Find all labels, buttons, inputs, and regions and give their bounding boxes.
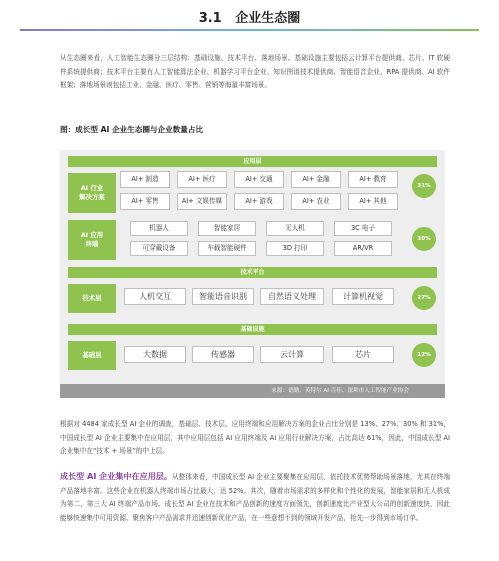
focus-paragraph: [60, 470, 450, 525]
layer-header-infrastructure: 基础设施: [68, 324, 437, 335]
cell-ai-agriculture: AI+ 农业: [291, 193, 341, 210]
cell-vehicle-hardware: 车载智能硬件: [198, 241, 256, 256]
figure-caption: 图：成长型 AI 企业生态圈与企业数量占比: [60, 125, 204, 134]
cell-big-data: 大数据: [124, 346, 186, 363]
cell-ai-gaming: AI+ 游戏: [234, 193, 284, 210]
cell-wearables: 可穿戴设备: [130, 241, 188, 256]
percent-badge-solutions: 31%: [412, 174, 436, 198]
row-label-ai-terminals: AI 应用 终端: [68, 220, 116, 260]
layer-header-application: 应用层: [68, 156, 437, 167]
cell-cloud-computing: 云计算: [260, 346, 324, 363]
source-note: 来源：德勤、英特尔 AI 百佳、深圳市人工智能产业协会: [60, 384, 445, 398]
section-number: 3.1: [198, 11, 222, 26]
stats-paragraph: 根据对 4484 家成长型 AI 企业的调查，基础层、技术层、应用终端和应用解决方案的企业占比分别是 13%、27%、30% 和 31%，中国成长型 AI 企业主要集中在应用层，其中应用层包括 AI 应用终端及 AI 应用行业解决方案，占比高达 61%，因此，中国成长型 AI 企业集中在“技术 + 场景”的中上层。: [60, 420, 450, 456]
cell-ai-finance: AI+ 金融: [291, 171, 341, 188]
percent-badge-tech: 27%: [412, 286, 436, 310]
cell-robot: 机器人: [130, 221, 188, 236]
section-name: 企业生态圈: [235, 11, 301, 26]
cells-base: [120, 346, 398, 366]
cell-ai-manufacturing: AI+ 制造: [120, 171, 170, 188]
cell-speech-recognition: 智能语音识别: [192, 288, 254, 305]
percent-badge-terminals: 30%: [412, 227, 436, 251]
cell-ar-vr: AR/VR: [334, 241, 392, 256]
cell-3d-printing: 3D 打印: [266, 241, 324, 256]
cell-smart-home: 智能家居: [198, 221, 256, 236]
row-label-base: 基础层: [68, 341, 116, 370]
cell-ai-medical: AI+ 医疗: [177, 171, 227, 188]
cell-ai-transport: AI+ 交通: [234, 171, 284, 188]
section-title: [0, 7, 499, 26]
cell-ai-media: AI+ 文娱传媒: [177, 193, 227, 210]
cells-ai-terminals: [120, 221, 398, 261]
cell-chip: 芯片: [332, 346, 394, 363]
cells-tech: [120, 288, 398, 308]
row-label-tech: 技术层: [68, 284, 116, 313]
cell-drone: 无人机: [266, 221, 324, 236]
cell-3c-electronics: 3C 电子: [334, 221, 392, 236]
intro-paragraph: 从生态圈来看，人工智能生态圈分三层结构：基础设施、技术平台、落地场景。基础设施主要包括云计算平台提供商、芯片、IT 软硬件系统提供商；技术平台主要有人工智能算法企业、机器学习平台企业、知识图谱技术提供商、智能语音企业、RPA 提供商、AI 软件框架；落地场景则包括工业、金融、医疗、零售、营销等海量丰富场景。: [60, 54, 450, 90]
cell-ai-other: AI+ 其他: [348, 193, 398, 210]
focus-text: 从整体来看，中国成长型 AI 企业主要聚集在应用层，依托技术优势帮助场景落地，尤其在终端产品落地丰富。这些企业在机器人终端市场占比最大，达 52%。其次，随着市场需求的多样化和个性化的发展，智能家居和无人机成为第二、第三大 AI 终端产品市场。成长型 AI 企业在技术和产品创新的速度方面领先，创新速度比产业型大公司的创新速度快，因此能够快速集中可用资源、聚焦客户产品需求并迅速创新优化产品，在一些意想不到的领域开发产品，抢先一步得到市场订单。: [60, 473, 450, 522]
row-label-ai-solutions: AI 行业 解决方案: [68, 173, 116, 213]
cell-sensor: 传感器: [192, 346, 254, 363]
cell-computer-vision: 计算机视觉: [332, 288, 394, 305]
focus-heading: 成长型 AI 企业集中在应用层。: [60, 472, 172, 481]
cell-nlp: 自然语义处理: [260, 288, 324, 305]
cell-hci: 人机交互: [124, 288, 186, 305]
cell-ai-education: AI+ 教育: [348, 171, 398, 188]
percent-badge-base: 12%: [412, 343, 436, 367]
layer-header-tech-platform: 技术平台: [68, 267, 437, 278]
cells-ai-solutions: [120, 171, 398, 215]
cell-ai-retail: AI+ 零售: [120, 193, 170, 210]
title-underline: [20, 29, 479, 31]
ecosystem-diagram: [60, 150, 445, 398]
